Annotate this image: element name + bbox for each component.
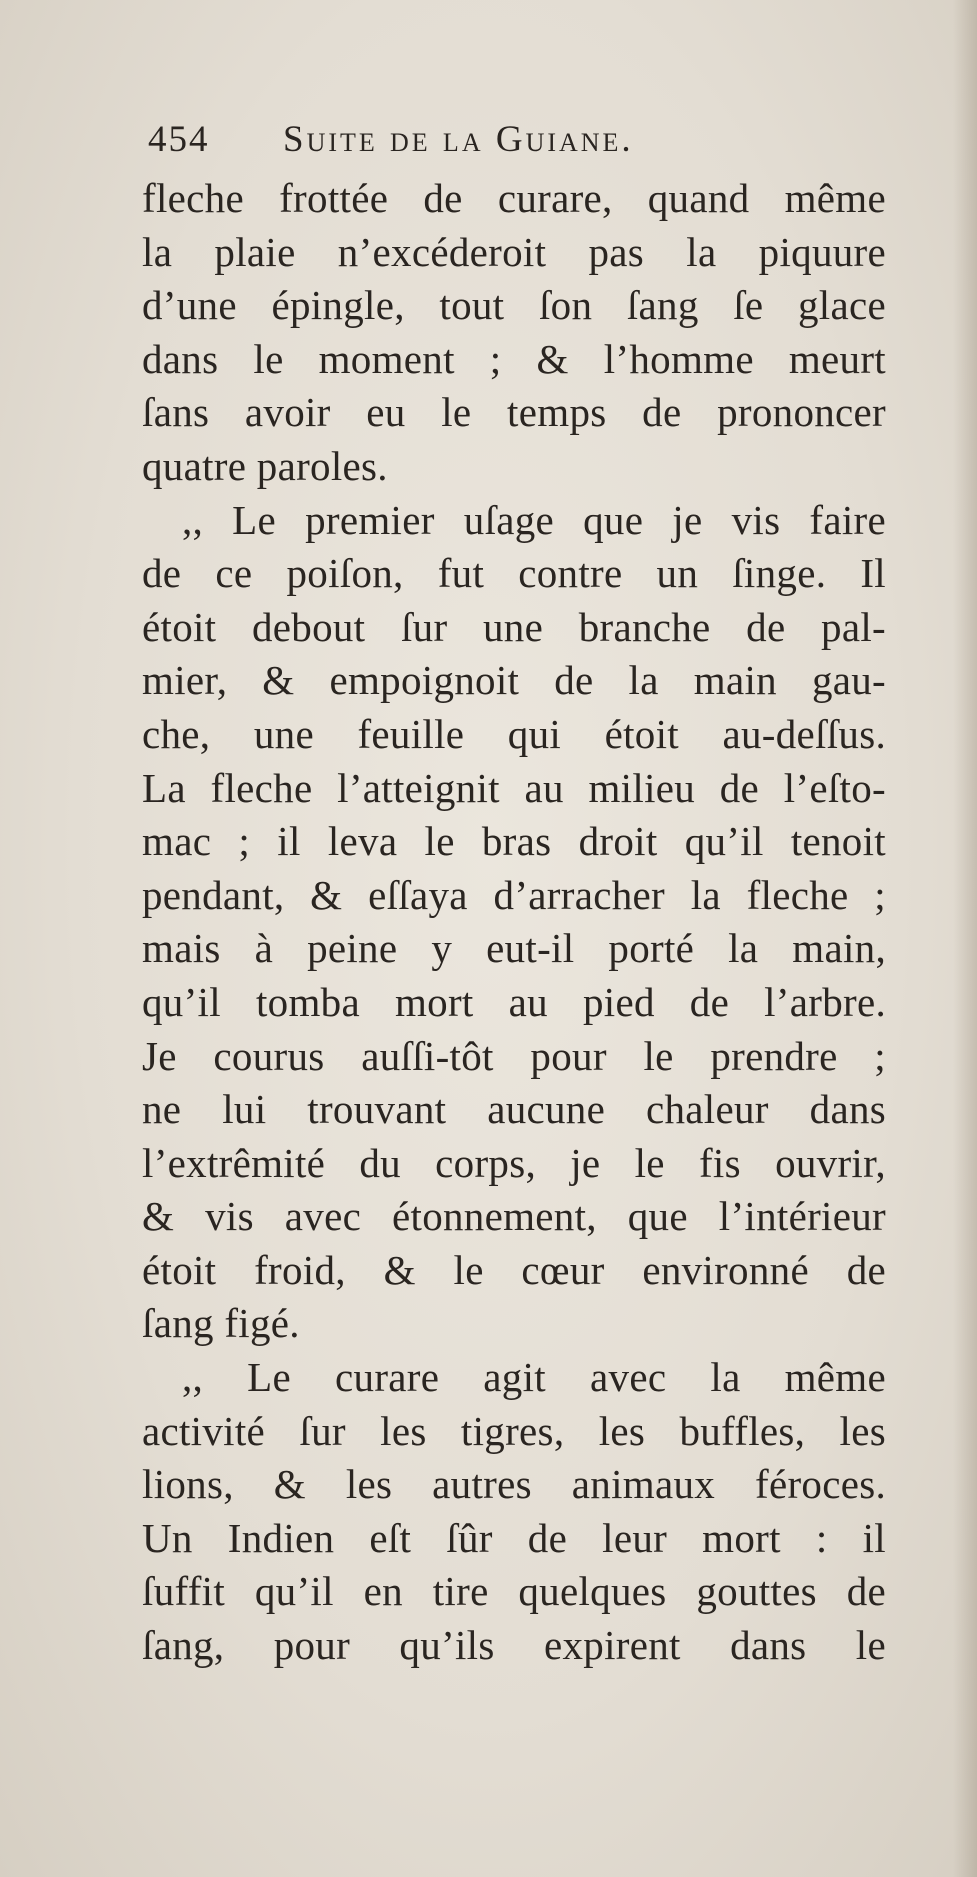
text-line: ,, Le premier uſage que je vis faire: [182, 496, 886, 543]
text-line: mais à peine y eut-il porté la main,: [142, 925, 886, 972]
text-line: l’extrêmité du corps, je le fis ouvrir,: [142, 1139, 886, 1186]
text-line: ſang figé.: [142, 1300, 300, 1347]
page-number: 454: [148, 119, 210, 160]
text-line: étoit debout ſur une branche de pal-: [142, 603, 886, 650]
body-text: [142, 172, 886, 1673]
text-line: fleche frottée de curare, quand même: [142, 175, 886, 221]
text-line: dans le moment ; & l’homme meurt: [142, 335, 886, 382]
text-line: ,, Le curare agit avec la même: [182, 1354, 886, 1401]
text-line: ſans avoir eu le temps de prononcer: [142, 389, 886, 436]
running-title: Suite de la Guiane.: [283, 119, 634, 160]
text-line: che, une feuille qui étoit au-deſſus.: [142, 710, 886, 757]
text-line: lions, & les autres animaux féroces.: [142, 1461, 886, 1508]
text-line: activité ſur les tigres, les buffles, les: [142, 1407, 886, 1454]
text-line: Un Indien eſt ſûr de leur mort : il: [142, 1514, 886, 1561]
text-line: de ce poiſon, fut contre un ſinge. Il: [142, 550, 886, 597]
text-line: mac ; il leva le bras droit qu’il tenoit: [142, 818, 886, 865]
text-line: qu’il tomba mort au pied de l’arbre.: [142, 978, 886, 1025]
text-line: ne lui trouvant aucune chaleur dans: [142, 1086, 886, 1133]
text-line: quatre paroles.: [142, 442, 388, 489]
text-line: & vis avec étonnement, que l’intérieur: [142, 1193, 886, 1240]
text-line: d’une épingle, tout ſon ſang ſe glace: [142, 282, 886, 329]
running-header: [148, 118, 878, 170]
text-line: ſuffit qu’il en tire quelques gouttes de: [142, 1568, 886, 1615]
text-line: étoit froid, & le cœur environné de: [142, 1246, 886, 1293]
text-line: pendant, & eſſaya d’arracher la fleche ;: [142, 871, 886, 918]
text-line: mier, & empoignoit de la main gau-: [142, 657, 886, 704]
text-line: La fleche l’atteignit au milieu de l’eſto-: [142, 764, 886, 811]
page-edge-shadow: [953, 0, 977, 1877]
text-line: Je courus auſſi-tôt pour le prendre ;: [142, 1032, 886, 1079]
text-line: ſang, pour qu’ils expirent dans le: [142, 1622, 886, 1669]
text-line: la plaie n’excéderoit pas la piquure: [142, 228, 886, 275]
